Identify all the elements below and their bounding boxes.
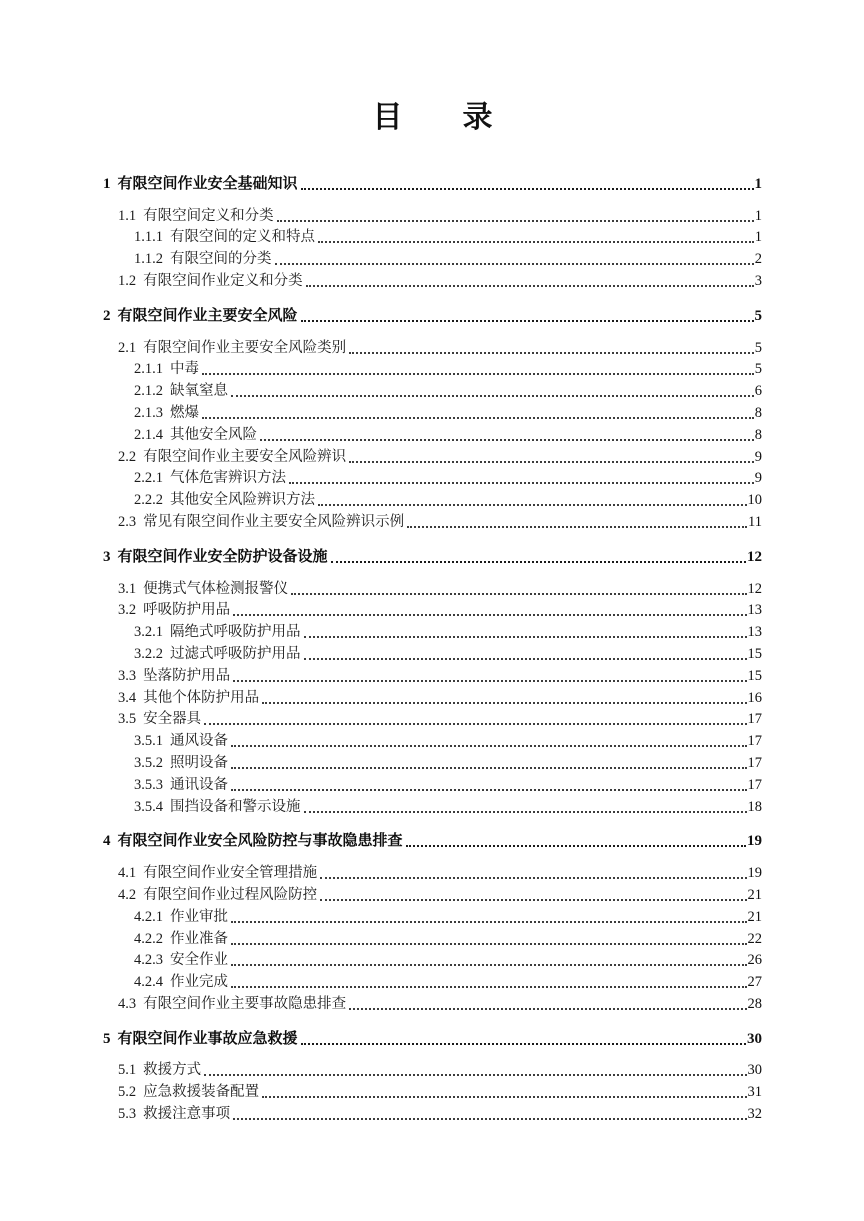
toc-dot-leader	[318, 504, 747, 506]
toc-entry	[103, 642, 762, 664]
toc-dot-leader	[349, 352, 754, 354]
toc-page-number: 9	[754, 470, 762, 487]
toc-entry-label: 便携式气体检测报警仪	[143, 580, 289, 597]
toc-dot-leader	[262, 1096, 746, 1098]
toc-entry-label: 作业审批	[170, 908, 228, 925]
toc-dot-leader	[406, 845, 746, 847]
toc-entry	[103, 510, 762, 532]
toc-entry	[103, 1102, 762, 1124]
toc-dot-leader	[320, 899, 746, 901]
toc-entry-number: 3.2	[118, 602, 137, 619]
toc-dot-leader	[304, 636, 747, 638]
toc-entry-label: 常见有限空间作业主要安全风险辨识示例	[143, 513, 405, 530]
toc-entry-label: 有限空间的分类	[170, 251, 272, 268]
toc-entry	[103, 830, 762, 852]
toc-entry	[103, 729, 762, 751]
toc-list	[103, 172, 762, 1124]
toc-dot-leader	[320, 877, 746, 879]
toc-entry	[103, 664, 762, 686]
toc-page-number: 2	[754, 251, 762, 268]
toc-entry-number: 3.3	[118, 667, 137, 684]
toc-dot-leader	[262, 702, 746, 704]
toc-page-number: 17	[747, 733, 762, 750]
toc-entry-label: 有限空间作业安全防护设备设施	[117, 548, 328, 565]
toc-entry	[103, 488, 762, 510]
toc-entry	[103, 467, 762, 489]
toc-dot-leader	[231, 921, 747, 923]
toc-entry-label: 通风设备	[170, 733, 228, 750]
toc-entry-number: 3.5.2	[134, 754, 163, 771]
toc-entry-number: 2.1	[118, 339, 137, 356]
toc-entry-label: 其他个体防护用品	[143, 689, 260, 706]
toc-dot-leader	[275, 263, 754, 265]
toc-entry-number: 2	[103, 307, 111, 324]
toc-entry-label: 过滤式呼吸防护用品	[170, 645, 301, 662]
toc-dot-leader	[231, 789, 747, 791]
toc-page-number: 15	[747, 667, 762, 684]
toc-entry-label: 气体危害辨识方法	[170, 470, 286, 487]
toc-entry-number: 1	[103, 175, 111, 192]
toc-dot-leader	[301, 1043, 746, 1045]
toc-page-number: 11	[748, 513, 762, 530]
toc-entry	[103, 226, 762, 248]
toc-entry	[103, 620, 762, 642]
toc-page-number: 17	[747, 754, 762, 771]
toc-page-number: 8	[754, 426, 762, 443]
toc-entry-label: 有限空间作业主要安全风险	[117, 307, 298, 324]
toc-dot-leader	[291, 593, 746, 595]
toc-page-number: 9	[754, 448, 762, 465]
toc-entry-label: 有限空间作业安全风险防控与事故隐患排查	[117, 833, 403, 850]
toc-page-number: 10	[747, 492, 762, 509]
toc-page-number: 19	[747, 833, 762, 850]
toc-entry	[103, 545, 762, 567]
toc-entry	[103, 445, 762, 467]
toc-entry	[103, 883, 762, 905]
toc-entry-label: 作业完成	[170, 974, 228, 991]
toc-page-number: 30	[747, 1030, 762, 1047]
toc-entry	[103, 686, 762, 708]
toc-entry-number: 3.5	[118, 711, 137, 728]
toc-entry-number: 4.2	[118, 886, 137, 903]
toc-dot-leader	[231, 767, 747, 769]
toc-dot-leader	[231, 943, 747, 945]
toc-entry	[103, 751, 762, 773]
toc-entry-label: 安全器具	[143, 711, 202, 728]
toc-entry-number: 3.2.2	[134, 645, 163, 662]
toc-entry	[103, 336, 762, 358]
toc-entry-label: 其他安全风险	[170, 426, 257, 443]
toc-entry-number: 3	[103, 548, 111, 565]
toc-entry-number: 5.1	[118, 1062, 137, 1079]
toc-page-number: 13	[747, 602, 762, 619]
toc-entry	[103, 577, 762, 599]
toc-page-number: 1	[754, 229, 762, 246]
toc-entry-number: 1.1.2	[134, 251, 163, 268]
toc-dot-leader	[289, 482, 754, 484]
toc-page-number: 13	[747, 624, 762, 641]
toc-entry	[103, 905, 762, 927]
toc-entry	[103, 970, 762, 992]
toc-entry-number: 4.2.2	[134, 930, 163, 947]
toc-dot-leader	[349, 1008, 746, 1010]
toc-dot-leader	[304, 658, 747, 660]
toc-page-number: 30	[747, 1062, 762, 1079]
toc-dot-leader	[331, 561, 746, 563]
toc-page-number: 32	[747, 1106, 762, 1123]
toc-dot-leader	[233, 1118, 746, 1120]
toc-entry-number: 5	[103, 1030, 111, 1047]
toc-entry	[103, 773, 762, 795]
toc-entry-number: 3.2.1	[134, 624, 163, 641]
toc-page-number: 1	[754, 175, 762, 192]
toc-entry	[103, 949, 762, 971]
toc-page-number: 26	[747, 952, 762, 969]
toc-entry-number: 2.1.1	[134, 361, 163, 378]
toc-page-number: 12	[747, 548, 762, 565]
toc-entry-label: 有限空间作业主要安全风险辨识	[143, 448, 347, 465]
toc-dot-leader	[260, 439, 754, 441]
toc-entry	[103, 304, 762, 326]
toc-entry-number: 3.1	[118, 580, 137, 597]
toc-entry	[103, 247, 762, 269]
toc-page-number: 17	[747, 776, 762, 793]
toc-dot-leader	[231, 395, 754, 397]
toc-entry-label: 燃爆	[170, 404, 199, 421]
toc-dot-leader	[202, 417, 754, 419]
toc-entry-number: 1.2	[118, 272, 137, 289]
toc-entry	[103, 172, 762, 194]
toc-entry-label: 围挡设备和警示设施	[170, 798, 301, 815]
toc-dot-leader	[202, 373, 754, 375]
toc-entry-number: 2.1.2	[134, 383, 163, 400]
toc-page-number: 12	[747, 580, 762, 597]
toc-entry	[103, 358, 762, 380]
toc-dot-leader	[231, 745, 747, 747]
toc-entry	[103, 1027, 762, 1049]
toc-entry-number: 3.5.1	[134, 733, 163, 750]
page-title: 目 录	[372, 101, 493, 134]
toc-entry	[103, 861, 762, 883]
toc-dot-leader	[204, 1074, 746, 1076]
toc-dot-leader	[407, 526, 747, 528]
toc-entry	[103, 927, 762, 949]
toc-page-number: 22	[747, 930, 762, 947]
toc-entry	[103, 401, 762, 423]
toc-dot-leader	[349, 461, 754, 463]
toc-entry-number: 4.1	[118, 865, 137, 882]
toc-entry	[103, 204, 762, 226]
toc-entry-number: 3.5.4	[134, 798, 163, 815]
toc-entry-number: 3.5.3	[134, 776, 163, 793]
toc-page-number: 19	[747, 865, 762, 882]
toc-entry	[103, 1080, 762, 1102]
toc-page-number: 31	[747, 1084, 762, 1101]
toc-dot-leader	[318, 241, 754, 243]
toc-page-number: 27	[747, 974, 762, 991]
toc-entry-label: 呼吸防护用品	[143, 602, 231, 619]
toc-entry-number: 4.2.4	[134, 974, 163, 991]
toc-entry	[103, 795, 762, 817]
toc-page-number: 1	[754, 207, 762, 224]
toc-entry-label: 有限空间作业事故应急救援	[117, 1030, 298, 1047]
toc-entry	[103, 708, 762, 730]
toc-entry	[103, 423, 762, 445]
toc-page-number: 8	[754, 404, 762, 421]
toc-entry-number: 1.1.1	[134, 229, 163, 246]
toc-entry-number: 2.1.3	[134, 404, 163, 421]
toc-page-number: 28	[747, 995, 762, 1012]
toc-entry-label: 有限空间作业定义和分类	[143, 272, 303, 289]
toc-entry-number: 2.1.4	[134, 426, 163, 443]
toc-entry-label: 有限空间作业安全管理措施	[143, 865, 318, 882]
toc-entry-number: 4.2.1	[134, 908, 163, 925]
toc-page-number: 15	[747, 645, 762, 662]
toc-entry-number: 2.2.1	[134, 470, 163, 487]
toc-entry-number: 5.2	[118, 1084, 137, 1101]
toc-entry-label: 通讯设备	[170, 776, 228, 793]
toc-entry	[103, 379, 762, 401]
toc-entry-label: 中毒	[170, 361, 199, 378]
toc-page-number: 5	[754, 307, 762, 324]
toc-entry-label: 有限空间的定义和特点	[170, 229, 315, 246]
toc-entry-label: 救援注意事项	[143, 1106, 231, 1123]
toc-entry	[103, 599, 762, 621]
toc-dot-leader	[301, 320, 754, 322]
toc-page-number: 18	[747, 798, 762, 815]
toc-page-number: 5	[754, 361, 762, 378]
toc-page-number: 16	[747, 689, 762, 706]
toc-entry-number: 4	[103, 833, 111, 850]
toc-entry-label: 缺氧窒息	[170, 383, 228, 400]
toc-dot-leader	[231, 986, 747, 988]
toc-entry-number: 2.3	[118, 513, 137, 530]
toc-entry-number: 4.3	[118, 995, 137, 1012]
toc-entry	[103, 992, 762, 1014]
toc-entry-label: 安全作业	[170, 952, 228, 969]
toc-dot-leader	[233, 614, 746, 616]
toc-entry-label: 照明设备	[170, 754, 228, 771]
toc-entry-label: 救援方式	[143, 1062, 202, 1079]
toc-entry-label: 其他安全风险辨识方法	[170, 492, 315, 509]
toc-entry-number: 1.1	[118, 207, 137, 224]
toc-page-number: 17	[747, 711, 762, 728]
toc-page-number: 6	[754, 383, 762, 400]
toc-entry-label: 有限空间作业主要事故隐患排查	[143, 995, 347, 1012]
toc-entry-label: 有限空间作业主要安全风险类别	[143, 339, 347, 356]
toc-entry-number: 5.3	[118, 1106, 137, 1123]
toc-entry	[103, 1059, 762, 1081]
toc-dot-leader	[277, 220, 754, 222]
toc-entry-label: 作业准备	[170, 930, 228, 947]
toc-dot-leader	[301, 188, 754, 190]
toc-entry-number: 3.4	[118, 689, 137, 706]
toc-entry-label: 坠落防护用品	[143, 667, 231, 684]
toc-dot-leader	[304, 811, 747, 813]
toc-entry-label: 有限空间定义和分类	[143, 207, 274, 224]
toc-page-number: 21	[747, 908, 762, 925]
toc-entry-label: 有限空间作业安全基础知识	[117, 175, 298, 192]
toc-entry	[103, 269, 762, 291]
toc-dot-leader	[231, 964, 747, 966]
toc-entry-number: 2.2.2	[134, 492, 163, 509]
toc-entry-number: 2.2	[118, 448, 137, 465]
toc-entry-number: 4.2.3	[134, 952, 163, 969]
toc-dot-leader	[306, 285, 754, 287]
toc-entry-label: 隔绝式呼吸防护用品	[170, 624, 301, 641]
toc-page-number: 3	[754, 272, 762, 289]
toc-entry-label: 应急救援装备配置	[143, 1084, 260, 1101]
toc-dot-leader	[204, 723, 746, 725]
toc-page-number: 5	[754, 339, 762, 356]
toc-entry-label: 有限空间作业过程风险防控	[143, 886, 318, 903]
toc-page-number: 21	[747, 886, 762, 903]
toc-dot-leader	[233, 680, 746, 682]
